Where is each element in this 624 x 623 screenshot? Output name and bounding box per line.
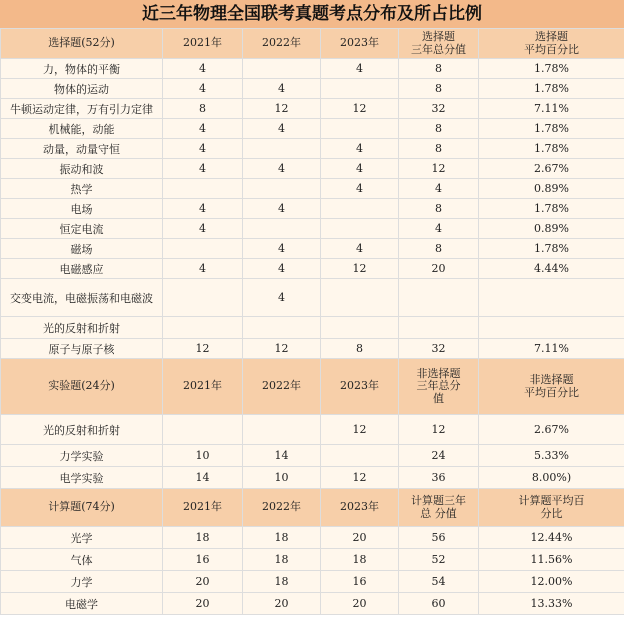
topic-cell: 磁场 [1,239,163,259]
value-cell: 1.78% [479,239,624,259]
topic-cell: 力学实验 [1,445,163,467]
value-cell: 8 [399,59,479,79]
value-cell: 11.56% [479,549,624,571]
value-cell [321,79,399,99]
value-cell: 36 [399,467,479,489]
value-cell: 20 [321,527,399,549]
value-cell: 4 [243,119,321,139]
value-cell: 12.44% [479,527,624,549]
value-cell: 0.89% [479,179,624,199]
value-cell [321,445,399,467]
page-title: 近三年物理全国联考真题考点分布及所占比例 [0,0,624,28]
value-cell: 4 [163,119,243,139]
value-cell: 4 [243,159,321,179]
topic-cell: 物体的运动 [1,79,163,99]
value-cell: 4 [321,159,399,179]
section-title-cell: 选择题(52分) [1,29,163,59]
value-cell: 20 [321,593,399,615]
value-cell: 4 [243,259,321,279]
value-cell: 8 [163,99,243,119]
value-cell: 24 [399,445,479,467]
value-cell [479,317,624,339]
value-cell: 12 [243,99,321,119]
value-cell: 18 [163,527,243,549]
section-header-row [1,29,624,59]
topic-cell: 光的反射和折射 [1,415,163,445]
value-cell [399,279,479,317]
value-cell [243,317,321,339]
value-cell [321,199,399,219]
table-row [1,219,624,239]
value-cell: 20 [163,593,243,615]
column-header-cell: 2022年 [243,29,321,59]
topic-cell: 原子与原子核 [1,339,163,359]
table-row [1,279,624,317]
value-cell: 0.89% [479,219,624,239]
value-cell: 5.33% [479,445,624,467]
value-cell [479,279,624,317]
value-cell: 52 [399,549,479,571]
table-row [1,571,624,593]
table-row [1,199,624,219]
column-header-cell: 非选择题 平均百分比 [479,359,624,415]
value-cell: 4 [163,159,243,179]
value-cell [399,317,479,339]
column-header-cell: 2021年 [163,489,243,527]
table-row [1,99,624,119]
value-cell: 12.00% [479,571,624,593]
column-header-cell: 选择题 三年总分值 [399,29,479,59]
value-cell: 18 [243,571,321,593]
value-cell: 4 [399,179,479,199]
topic-cell: 气体 [1,549,163,571]
value-cell: 8 [399,139,479,159]
value-cell [163,415,243,445]
value-cell [243,59,321,79]
value-cell [321,279,399,317]
value-cell [243,415,321,445]
value-cell: 1.78% [479,59,624,79]
column-header-cell: 计算题三年 总 分值 [399,489,479,527]
value-cell: 10 [163,445,243,467]
value-cell [321,219,399,239]
table-row [1,527,624,549]
column-header-cell: 2022年 [243,359,321,415]
section-header-row [1,359,624,415]
value-cell: 2.67% [479,415,624,445]
value-cell: 4 [243,239,321,259]
table-row [1,593,624,615]
value-cell: 13.33% [479,593,624,615]
value-cell: 12 [321,99,399,119]
column-header-cell: 非选择题 三年总分 值 [399,359,479,415]
value-cell: 12 [399,415,479,445]
value-cell [321,317,399,339]
value-cell: 1.78% [479,79,624,99]
table-row [1,317,624,339]
topic-cell: 动量，动量守恒 [1,139,163,159]
topic-cell: 热学 [1,179,163,199]
value-cell: 4 [163,199,243,219]
value-cell: 32 [399,99,479,119]
topic-cell: 光学 [1,527,163,549]
topic-cell: 电磁感应 [1,259,163,279]
value-cell: 4 [321,139,399,159]
value-cell: 4 [243,79,321,99]
value-cell: 8 [399,199,479,219]
column-header-cell: 2021年 [163,359,243,415]
value-cell: 12 [163,339,243,359]
table-row [1,467,624,489]
value-cell: 16 [163,549,243,571]
value-cell: 54 [399,571,479,593]
value-cell: 14 [163,467,243,489]
table-row [1,59,624,79]
section-header-row [1,489,624,527]
value-cell: 1.78% [479,199,624,219]
value-cell: 60 [399,593,479,615]
table-row [1,415,624,445]
column-header-cell: 2022年 [243,489,321,527]
column-header-cell: 2023年 [321,29,399,59]
value-cell: 4 [163,59,243,79]
section-title-cell: 计算题(74分) [1,489,163,527]
column-header-cell: 选择题 平均百分比 [479,29,624,59]
table-row [1,549,624,571]
section-title-cell: 实验题(24分) [1,359,163,415]
value-cell: 7.11% [479,99,624,119]
value-cell: 18 [321,549,399,571]
table-row [1,239,624,259]
value-cell: 12 [399,159,479,179]
value-cell: 1.78% [479,119,624,139]
topic-cell: 振动和波 [1,159,163,179]
topic-cell: 电磁学 [1,593,163,615]
table-row [1,139,624,159]
value-cell: 18 [243,549,321,571]
value-cell: 14 [243,445,321,467]
table-row [1,259,624,279]
table-row [1,445,624,467]
value-cell: 12 [243,339,321,359]
exam-topic-table [0,28,624,615]
table-row [1,159,624,179]
value-cell: 32 [399,339,479,359]
value-cell [163,279,243,317]
value-cell: 4 [243,279,321,317]
column-header-cell: 2021年 [163,29,243,59]
value-cell: 16 [321,571,399,593]
topic-cell: 光的反射和折射 [1,317,163,339]
value-cell: 20 [399,259,479,279]
value-cell: 10 [243,467,321,489]
value-cell: 4 [163,259,243,279]
value-cell: 8.00%) [479,467,624,489]
value-cell: 4 [163,139,243,159]
value-cell [163,179,243,199]
table-row [1,119,624,139]
value-cell: 12 [321,467,399,489]
value-cell: 4 [243,199,321,219]
value-cell [243,139,321,159]
value-cell: 12 [321,415,399,445]
topic-cell: 力，物体的平衡 [1,59,163,79]
value-cell: 18 [243,527,321,549]
value-cell: 7.11% [479,339,624,359]
value-cell: 8 [321,339,399,359]
table-row [1,79,624,99]
column-header-cell: 2023年 [321,359,399,415]
column-header-cell: 计算题平均百 分比 [479,489,624,527]
topic-cell: 交变电流，电磁振荡和电磁波 [1,279,163,317]
table-row [1,339,624,359]
value-cell [163,239,243,259]
value-cell: 56 [399,527,479,549]
value-cell: 20 [243,593,321,615]
value-cell: 4 [163,79,243,99]
topic-cell: 恒定电流 [1,219,163,239]
value-cell: 8 [399,239,479,259]
value-cell [243,179,321,199]
value-cell: 4 [321,239,399,259]
topic-cell: 电场 [1,199,163,219]
value-cell: 4 [321,59,399,79]
value-cell: 20 [163,571,243,593]
value-cell: 4 [321,179,399,199]
value-cell: 8 [399,119,479,139]
value-cell: 12 [321,259,399,279]
value-cell [243,219,321,239]
value-cell: 1.78% [479,139,624,159]
value-cell: 2.67% [479,159,624,179]
column-header-cell: 2023年 [321,489,399,527]
table-row [1,179,624,199]
value-cell: 4.44% [479,259,624,279]
value-cell: 8 [399,79,479,99]
topic-cell: 牛顿运动定律，万有引力定律 [1,99,163,119]
topic-cell: 力学 [1,571,163,593]
value-cell: 4 [163,219,243,239]
value-cell [321,119,399,139]
value-cell [163,317,243,339]
topic-cell: 电学实验 [1,467,163,489]
value-cell: 4 [399,219,479,239]
topic-cell: 机械能，动能 [1,119,163,139]
